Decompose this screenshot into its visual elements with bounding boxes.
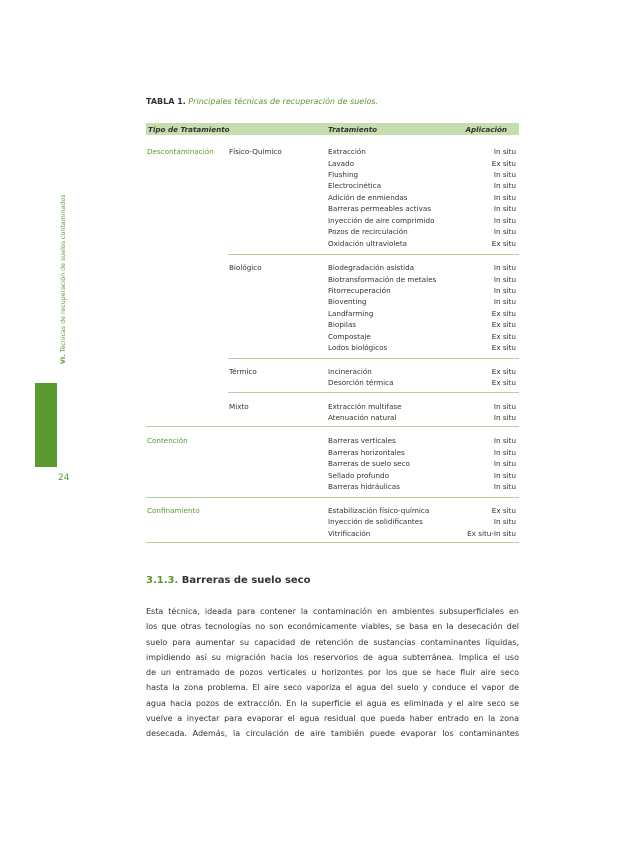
table-treatment: Sellado profundo xyxy=(328,471,389,480)
table-treatment: Biopilas xyxy=(328,320,357,329)
table-divider xyxy=(228,358,519,359)
table-application: In situ xyxy=(493,413,516,422)
table-application: In situ xyxy=(493,227,516,236)
table-treatment: Barreras verticales xyxy=(328,436,396,445)
table-treatment: Barreras hidráulicas xyxy=(328,482,400,491)
table-treatment: Incineración xyxy=(328,367,372,376)
table-caption-title: Principales técnicas de recuperación de suelos. xyxy=(188,97,379,106)
table-treatment: Flushing xyxy=(328,170,359,179)
table-application: Ex situ xyxy=(491,239,516,248)
table-treatment: Compostaje xyxy=(328,332,371,341)
table-caption xyxy=(146,97,378,106)
chapter-title: Técnicas de recuperación de suelos contaminados xyxy=(60,194,67,353)
table-subcategory: Físico-Químico xyxy=(229,147,282,156)
table-application: Ex situ xyxy=(491,159,516,168)
table-application: In situ xyxy=(493,286,516,295)
table-application: In situ xyxy=(493,471,516,480)
table-divider xyxy=(228,392,519,393)
table-subcategory: Biológico xyxy=(229,263,262,272)
table-category: Confinamiento xyxy=(147,506,200,515)
page-number: 24 xyxy=(58,473,70,483)
table-category: Descontaminación xyxy=(147,147,214,156)
table-treatment: Extracción xyxy=(328,147,366,156)
table-application: Ex situ xyxy=(491,309,516,318)
table-treatment: Adición de enmiendas xyxy=(328,193,408,202)
table-subcategory: Térmico xyxy=(229,367,257,376)
chapter-number: VI. xyxy=(60,354,67,364)
table-application: In situ xyxy=(493,297,516,306)
table-bottom-rule xyxy=(146,542,519,543)
table-treatment: Electrocinética xyxy=(328,181,382,190)
table-divider xyxy=(146,497,519,498)
section-heading xyxy=(146,575,310,586)
table-treatment: Barreras permeables activas xyxy=(328,204,431,213)
table-application: In situ xyxy=(493,170,516,179)
table-application: Ex situ xyxy=(491,343,516,352)
header-application: Aplicación xyxy=(465,125,507,134)
table-treatment: Oxidación ultravioleta xyxy=(328,239,408,248)
table-application: In situ xyxy=(493,517,516,526)
table-treatment: Landfarming xyxy=(328,309,374,318)
table-treatment: Fitorrecuperación xyxy=(328,286,391,295)
table-application: In situ xyxy=(493,193,516,202)
table-application: Ex situ xyxy=(491,332,516,341)
header-type: Tipo de Tratamiento xyxy=(148,125,230,134)
table-treatment: Biotransformación de metales xyxy=(328,275,437,284)
table-treatment: Atenuación natural xyxy=(328,413,397,422)
table-divider xyxy=(146,426,519,427)
table-treatment: Inyección de aire comprimido xyxy=(328,216,435,225)
table-caption-label: TABLA 1. xyxy=(146,97,186,106)
section-number: 3.1.3. xyxy=(146,575,179,586)
body-line: impidiendo así su migración hacia los reservorios de agua subterránea. Implica el uso xyxy=(146,652,519,662)
table-application: In situ xyxy=(493,275,516,284)
body-line: suelo para aumentar su capacidad de retención de sustancias contaminantes líquidas, xyxy=(146,637,519,647)
body-line: los que otras tecnologías no son económicamente viables, se basa en la desecación del xyxy=(146,622,519,632)
table-category: Contención xyxy=(147,436,188,445)
table-treatment: Lodos biológicos xyxy=(328,343,388,352)
table-application: Ex situ xyxy=(491,367,516,376)
table-application: In situ xyxy=(493,263,516,272)
table-application: In situ xyxy=(493,216,516,225)
table-treatment: Barreras de suelo seco xyxy=(328,459,410,468)
table-application: In situ xyxy=(493,482,516,491)
table-application: Ex situ xyxy=(491,320,516,329)
table-treatment: Bioventing xyxy=(328,297,367,306)
table-application: In situ xyxy=(493,204,516,213)
table-application: In situ xyxy=(493,459,516,468)
table-treatment: Pozos de recirculación xyxy=(328,227,408,236)
body-line: agua hacia pozos de extracción. En la superficie el agua es eliminada y el aire seco se xyxy=(146,698,519,708)
body-line: desecada. Además, la circulación de aire también puede evaporar los contaminantes xyxy=(146,729,519,739)
table-subcategory: Mixto xyxy=(229,402,249,411)
table-divider xyxy=(228,254,519,255)
chapter-color-bar xyxy=(35,383,57,467)
table-application: In situ xyxy=(493,181,516,190)
table-application: Ex situ xyxy=(491,378,516,387)
table-application: In situ xyxy=(493,147,516,156)
table-treatment: Biodegradación asistida xyxy=(328,263,415,272)
body-line: Esta técnica, ideada para contener la contaminación en ambientes subsuperficiales en xyxy=(146,607,519,616)
table-treatment: Barreras horizontales xyxy=(328,448,405,457)
table-application: In situ xyxy=(493,436,516,445)
body-paragraph xyxy=(146,604,519,742)
table-treatment: Desorción térmica xyxy=(328,378,394,387)
table-treatment: Estabilización físico-química xyxy=(328,506,430,515)
body-line: de un entramado de pozos verticales u horizontes por los que se hace fluir aire seco xyxy=(146,668,519,678)
table-treatment: Inyección de solidificantes xyxy=(328,517,423,526)
table-treatment: Lavado xyxy=(328,159,355,168)
table-treatment: Vitrificación xyxy=(328,529,371,538)
table-application: In situ xyxy=(493,448,516,457)
table-treatment: Extracción multifase xyxy=(328,402,402,411)
table-header xyxy=(146,123,519,135)
chapter-running-title xyxy=(60,194,67,364)
body-line: vuelve a inyectar para evaporar el agua residual que pueda haber entrado en la zona xyxy=(146,714,519,724)
table-application: Ex situ-In situ xyxy=(467,529,516,538)
table-application: In situ xyxy=(493,402,516,411)
section-title: Barreras de suelo seco xyxy=(181,575,311,586)
table-application: Ex situ xyxy=(491,506,516,515)
body-line: hasta la zona problema. El aire seco vaporiza el agua del suelo y conduce el vapor de xyxy=(146,683,519,693)
header-treatment: Tratamiento xyxy=(328,125,378,134)
